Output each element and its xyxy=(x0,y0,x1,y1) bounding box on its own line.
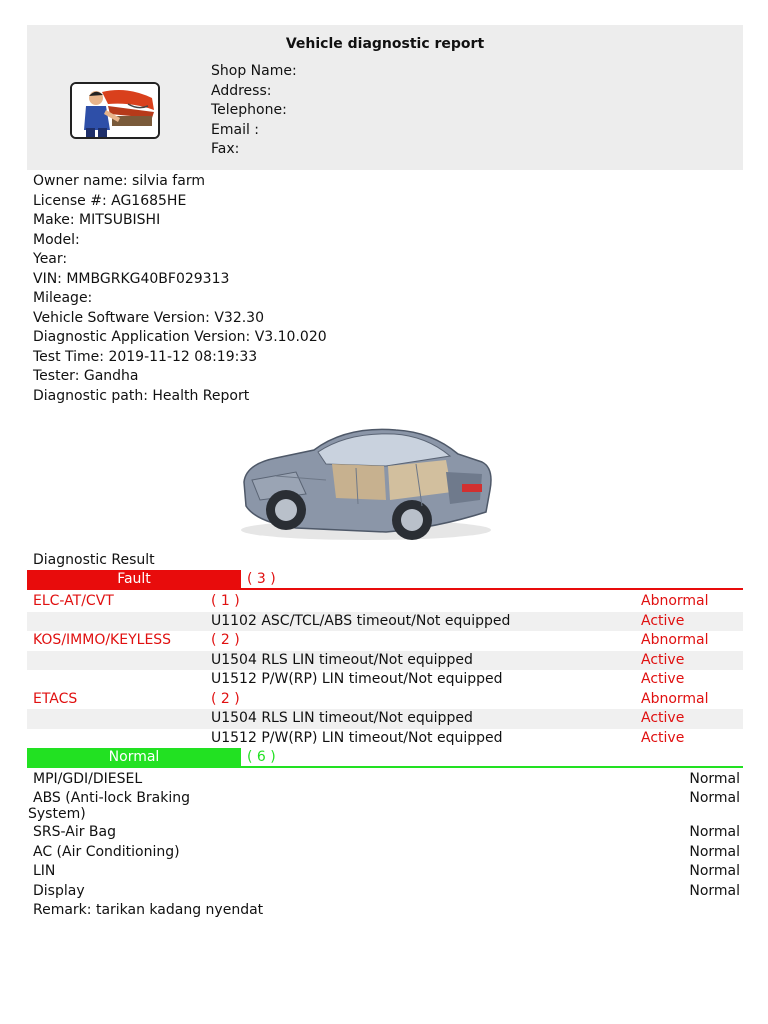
fault-code-row xyxy=(27,670,743,690)
owner-name: Owner name: silvia farm xyxy=(33,173,205,189)
normal-count: ( 6 ) xyxy=(247,749,276,765)
license-number: License #: AG1685HE xyxy=(33,192,187,209)
fault-code: U1504 RLS LIN timeout/Not equipped xyxy=(211,710,473,726)
fault-module-row xyxy=(27,631,743,651)
fault-code: U1512 P/W(RP) LIN timeout/Not equipped xyxy=(211,671,503,687)
system-status: Normal xyxy=(689,844,740,860)
fault-code-state: Active xyxy=(641,710,685,726)
system-name: SRS-Air Bag xyxy=(33,824,116,840)
system-name: ABS (Anti-lock Braking xyxy=(33,790,191,806)
shop-telephone: Telephone: xyxy=(211,102,287,118)
shop-fax: Fax: xyxy=(211,141,240,157)
fault-divider xyxy=(27,588,743,590)
system-status: Normal xyxy=(689,790,740,806)
fault-module-row xyxy=(27,690,743,710)
system-status: Normal xyxy=(689,824,740,840)
system-status: Normal xyxy=(689,883,740,899)
vehicle-year: Year: xyxy=(33,251,68,267)
fault-code-state: Active xyxy=(641,671,685,687)
software-version: Vehicle Software Version: V32.30 xyxy=(33,309,264,326)
car-cutaway-icon xyxy=(236,420,498,548)
tester: Tester: Gandha xyxy=(33,368,139,384)
module-count: ( 2 ) xyxy=(211,690,240,707)
app-version: Diagnostic Application Version: V3.10.020 xyxy=(33,329,327,345)
vehicle-mileage: Mileage: xyxy=(33,290,93,306)
normal-label: Normal xyxy=(27,748,241,767)
report-title: Vehicle diagnostic report xyxy=(285,36,485,52)
remark: Remark: tarikan kadang nyendat xyxy=(33,902,264,918)
fault-section-header xyxy=(27,570,743,590)
module-name: ELC-AT/CVT xyxy=(33,593,114,609)
vehicle-info xyxy=(33,172,327,406)
shop-email: Email : xyxy=(211,121,260,138)
test-time: Test Time: 2019-11-12 08:19:33 xyxy=(33,348,258,365)
system-name: MPI/GDI/DIESEL xyxy=(33,771,143,787)
module-count: ( 2 ) xyxy=(211,632,240,648)
vehicle-vin: VIN: MMBGRKG40BF029313 xyxy=(33,270,230,287)
vehicle-model: Model: xyxy=(33,231,80,248)
fault-code-state: Active xyxy=(641,612,685,629)
fault-code-row xyxy=(27,612,743,632)
fault-code-row xyxy=(27,651,743,671)
fault-code-state: Active xyxy=(641,651,685,668)
system-status: Normal xyxy=(689,863,740,879)
normal-section-header xyxy=(27,748,743,768)
fault-module-row xyxy=(27,592,743,612)
fault-label: Fault xyxy=(27,570,241,589)
normal-divider xyxy=(27,766,743,768)
diagnostic-path: Diagnostic path: Health Report xyxy=(33,387,250,404)
module-status: Abnormal xyxy=(641,690,709,707)
fault-code-row xyxy=(27,729,743,749)
vehicle-make: Make: MITSUBISHI xyxy=(33,212,161,228)
system-name-continued: System) xyxy=(28,805,86,822)
fault-code: U1102 ASC/TCL/ABS timeout/Not equipped xyxy=(211,612,511,629)
module-name: ETACS xyxy=(33,690,78,707)
module-count: ( 1 ) xyxy=(211,593,240,609)
shop-info xyxy=(211,62,297,160)
system-name: Display xyxy=(33,883,85,899)
shop-address: Address: xyxy=(211,82,272,99)
module-status: Abnormal xyxy=(641,593,709,609)
fault-code-state: Active xyxy=(641,729,685,746)
fault-code: U1504 RLS LIN timeout/Not equipped xyxy=(211,651,473,668)
fault-count: ( 3 ) xyxy=(247,571,276,587)
module-name: KOS/IMMO/KEYLESS xyxy=(33,632,172,648)
system-name: LIN xyxy=(33,863,56,879)
fault-code-row xyxy=(27,709,743,729)
mechanic-logo-icon xyxy=(70,82,160,139)
diagnostic-result-title: Diagnostic Result xyxy=(33,552,155,568)
system-name: AC (Air Conditioning) xyxy=(33,844,180,860)
normal-system-row xyxy=(27,791,743,823)
fault-code: U1512 P/W(RP) LIN timeout/Not equipped xyxy=(211,729,503,746)
report-header xyxy=(27,25,743,170)
system-status: Normal xyxy=(689,771,740,787)
module-status: Abnormal xyxy=(641,632,709,648)
shop-name: Shop Name: xyxy=(211,63,297,79)
